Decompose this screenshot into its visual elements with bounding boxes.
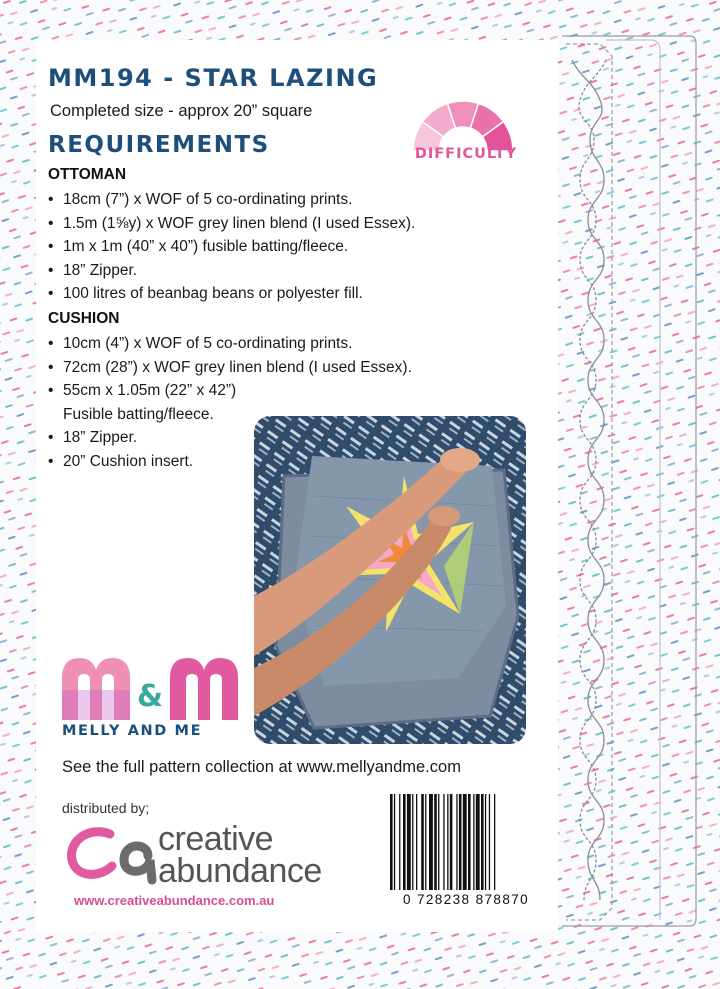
barcode-bar (447, 794, 448, 890)
barcode-bar (494, 794, 495, 890)
ottoman-heading: OTTOMAN (48, 166, 127, 183)
barcode-bar (421, 794, 424, 890)
pattern-title: MM194 - STAR LAZING (48, 64, 379, 92)
ottoman-list (48, 188, 415, 306)
barcode-bar (438, 794, 439, 890)
barcode-bar (394, 794, 395, 890)
barcode-bar (481, 794, 484, 890)
list-item: • 55cm x 1.05m (22” x 42”) Fusible batting/fleece. (48, 379, 412, 426)
barcode-bar (416, 794, 417, 890)
barcode-bar (463, 794, 467, 890)
barcode-bar (443, 794, 444, 890)
cushion-heading: CUSHION (48, 310, 120, 327)
barcode-bar (429, 794, 433, 890)
list-item: • 18cm (7”) x WOF of 5 co-ordinating prints. (48, 188, 415, 212)
list-item: • 1.5m (1⅝y) x WOF grey linen blend (I used Essex). (48, 212, 415, 236)
brand-name: MELLY AND ME (62, 723, 203, 739)
distributed-by-label: distributed by; (62, 800, 150, 816)
requirements-heading: REQUIREMENTS (48, 132, 270, 158)
barcode (388, 794, 546, 892)
barcode-bar (412, 794, 413, 890)
distributor-url: www.creativeabundance.com.au (74, 893, 275, 908)
product-photo (254, 416, 526, 744)
barcode-bar (450, 794, 453, 890)
barcode-bar (456, 794, 457, 890)
barcode-bar (473, 794, 474, 890)
difficulty-label: DIFFICULTY (414, 146, 518, 162)
barcode-bar (399, 794, 400, 890)
list-item: • 18” Zipper. (48, 259, 415, 283)
barcode-bar (434, 794, 437, 890)
difficulty-meter (398, 76, 528, 206)
barcode-bar (468, 794, 471, 890)
completed-size: Completed size - approx 20” square (50, 102, 313, 120)
list-item: • 72cm (28”) x WOF grey linen blend (I used Essex). (48, 356, 412, 380)
distributor-name-line1: creative (158, 820, 274, 858)
list-item: • 20” Cushion insert. (48, 450, 412, 474)
ampersand-glyph: & (136, 679, 164, 714)
barcode-bar (407, 794, 411, 890)
melly-and-me-logo (58, 650, 248, 760)
distributor-name-line2: abundance (158, 852, 322, 890)
barcode-bar (459, 794, 462, 890)
collection-website-line: See the full pattern collection at www.mellyandme.com (62, 758, 461, 776)
list-item: • 1m x 1m (40” x 40”) fusible batting/fleece. (48, 235, 415, 259)
barcode-bar (489, 794, 490, 890)
barcode-bar (476, 794, 480, 890)
barcode-number: 0 728238 878870 (402, 892, 530, 907)
list-item: • 10cm (4”) x WOF of 5 co-ordinating prints. (48, 332, 412, 356)
list-item: • 18” Zipper. (48, 426, 412, 450)
creative-abundance-logo (60, 816, 172, 896)
barcode-bar (390, 794, 393, 890)
list-item: • 100 litres of beanbag beans or polyester fill. (48, 282, 415, 306)
barcode-bar (485, 794, 486, 890)
barcode-bar (403, 794, 406, 890)
pattern-card (36, 40, 558, 932)
barcode-bar (425, 794, 426, 890)
